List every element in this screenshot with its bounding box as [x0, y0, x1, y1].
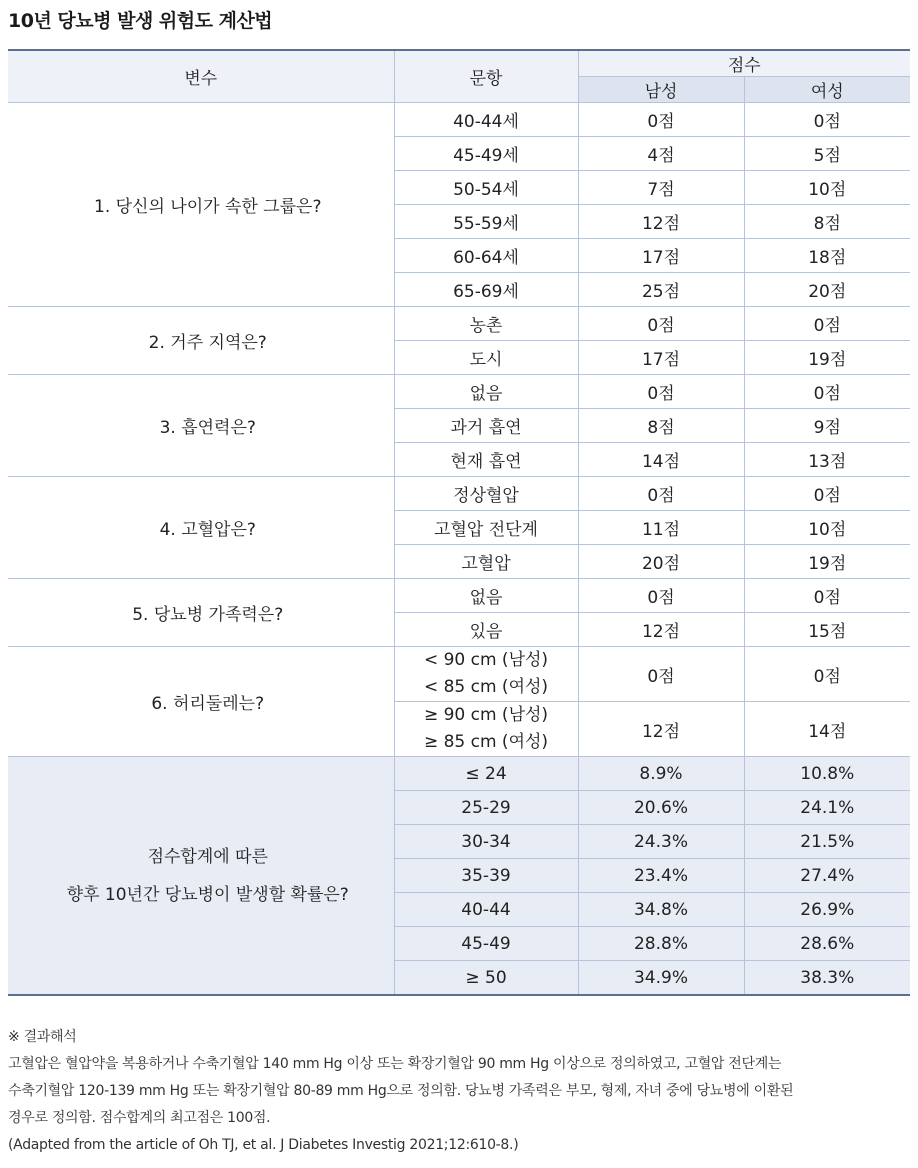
waist-line-2: ≥ 85 cm (여성) [423, 732, 549, 752]
item-cell: 정상혈압 [394, 477, 578, 511]
item-cell: 40-44 [394, 893, 578, 927]
female-score: 19점 [744, 341, 910, 375]
variable-label: 6. 허리둘레는? [8, 647, 394, 757]
male-probability: 23.4% [578, 859, 744, 893]
male-score: 11점 [578, 511, 744, 545]
female-score: 0점 [744, 307, 910, 341]
waist-line-2: < 85 cm (여성) [423, 677, 549, 697]
male-score: 12점 [578, 613, 744, 647]
female-score: 20점 [744, 273, 910, 307]
item-cell: 없음 [394, 579, 578, 613]
item-cell: 도시 [394, 341, 578, 375]
notes-line-3: 경우로 정의함. 점수합계의 최고점은 100점. [8, 1110, 271, 1126]
item-cell: 50-54세 [394, 171, 578, 205]
item-cell: 30-34 [394, 825, 578, 859]
item-cell: 현재 흡연 [394, 443, 578, 477]
item-cell: 고혈압 [394, 545, 578, 579]
female-probability: 10.8% [744, 757, 910, 791]
item-cell: 65-69세 [394, 273, 578, 307]
item-cell: 고혈압 전단계 [394, 511, 578, 545]
variable-label: 1. 당신의 나이가 속한 그룹은? [8, 103, 394, 307]
item-cell: 35-39 [394, 859, 578, 893]
female-score: 13점 [744, 443, 910, 477]
male-probability: 34.9% [578, 961, 744, 996]
waist-line-1: ≥ 90 cm (남성) [423, 705, 549, 725]
item-cell: ≤ 24 [394, 757, 578, 791]
female-score: 8점 [744, 205, 910, 239]
female-probability: 26.9% [744, 893, 910, 927]
notes-heading: ※ 결과해석 [8, 1029, 77, 1045]
header-male: 남성 [578, 77, 744, 103]
item-cell: 농촌 [394, 307, 578, 341]
table-row [8, 375, 910, 409]
female-score: 10점 [744, 511, 910, 545]
notes-line-1: 고혈압은 혈압약을 복용하거나 수축기혈압 140 mm Hg 이상 또는 확장기혈압 90 mm Hg 이상으로 정의하였고, 고혈압 전단계는 [8, 1056, 782, 1072]
male-score: 4점 [578, 137, 744, 171]
variable-label: 3. 흡연력은? [8, 375, 394, 477]
male-score: 12점 [578, 205, 744, 239]
waist-line-1: < 90 cm (남성) [423, 650, 549, 670]
male-probability: 24.3% [578, 825, 744, 859]
male-score: 8점 [578, 409, 744, 443]
female-score: 10점 [744, 171, 910, 205]
female-score: 9점 [744, 409, 910, 443]
item-cell [394, 647, 578, 702]
male-score: 0점 [578, 307, 744, 341]
male-score: 0점 [578, 375, 744, 409]
variable-label [8, 757, 394, 996]
risk-table [8, 49, 910, 996]
table-row [8, 647, 910, 702]
male-score: 17점 [578, 341, 744, 375]
female-score: 0점 [744, 647, 910, 702]
female-score: 15점 [744, 613, 910, 647]
female-score: 19점 [744, 545, 910, 579]
table-row [8, 757, 910, 791]
table-row [8, 103, 910, 137]
item-cell: 45-49 [394, 927, 578, 961]
item-cell [394, 702, 578, 757]
page-title: 10년 당뇨병 발생 위험도 계산법 [8, 10, 273, 32]
item-cell: ≥ 50 [394, 961, 578, 996]
male-score: 14점 [578, 443, 744, 477]
notes-line-2: 수축기혈압 120-139 mm Hg 또는 확장기혈압 80-89 mm Hg으로 정의함. 당뇨병 가족력은 부모, 형제, 자녀 중에 당뇨병에 이환된 [8, 1083, 794, 1099]
item-cell: 과거 흡연 [394, 409, 578, 443]
male-score: 17점 [578, 239, 744, 273]
male-probability: 28.8% [578, 927, 744, 961]
item-cell: 40-44세 [394, 103, 578, 137]
male-score: 25점 [578, 273, 744, 307]
female-probability: 21.5% [744, 825, 910, 859]
male-probability: 34.8% [578, 893, 744, 927]
female-score: 0점 [744, 579, 910, 613]
notes-source: (Adapted from the article of Oh TJ, et al. J Diabetes Investig 2021;12:610-8.) [8, 1137, 519, 1153]
item-cell: 60-64세 [394, 239, 578, 273]
female-score: 0점 [744, 103, 910, 137]
male-probability: 20.6% [578, 791, 744, 825]
female-probability: 28.6% [744, 927, 910, 961]
variable-label: 2. 거주 지역은? [8, 307, 394, 375]
male-score: 0점 [578, 103, 744, 137]
header-score: 점수 [578, 50, 910, 77]
male-score: 0점 [578, 647, 744, 702]
male-score: 20점 [578, 545, 744, 579]
female-score: 0점 [744, 477, 910, 511]
male-score: 0점 [578, 477, 744, 511]
female-probability: 24.1% [744, 791, 910, 825]
summary-line-2: 향후 10년간 당뇨병이 발생할 확률은? [66, 884, 349, 905]
male-score: 0점 [578, 579, 744, 613]
item-cell: 25-29 [394, 791, 578, 825]
notes [8, 1024, 910, 1159]
male-score: 12점 [578, 702, 744, 757]
table-row [8, 307, 910, 341]
female-score: 5점 [744, 137, 910, 171]
variable-label: 5. 당뇨병 가족력은? [8, 579, 394, 647]
header-item: 문항 [394, 50, 578, 103]
female-score: 14점 [744, 702, 910, 757]
item-cell: 55-59세 [394, 205, 578, 239]
table-row [8, 579, 910, 613]
female-score: 0점 [744, 375, 910, 409]
item-cell: 없음 [394, 375, 578, 409]
summary-line-1: 점수합계에 따른 [147, 846, 268, 867]
table-row [8, 477, 910, 511]
item-cell: 있음 [394, 613, 578, 647]
male-probability: 8.9% [578, 757, 744, 791]
female-probability: 27.4% [744, 859, 910, 893]
item-cell: 45-49세 [394, 137, 578, 171]
variable-label: 4. 고혈압은? [8, 477, 394, 579]
female-probability: 38.3% [744, 961, 910, 996]
header-variable: 변수 [8, 50, 394, 103]
female-score: 18점 [744, 239, 910, 273]
male-score: 7점 [578, 171, 744, 205]
header-female: 여성 [744, 77, 910, 103]
